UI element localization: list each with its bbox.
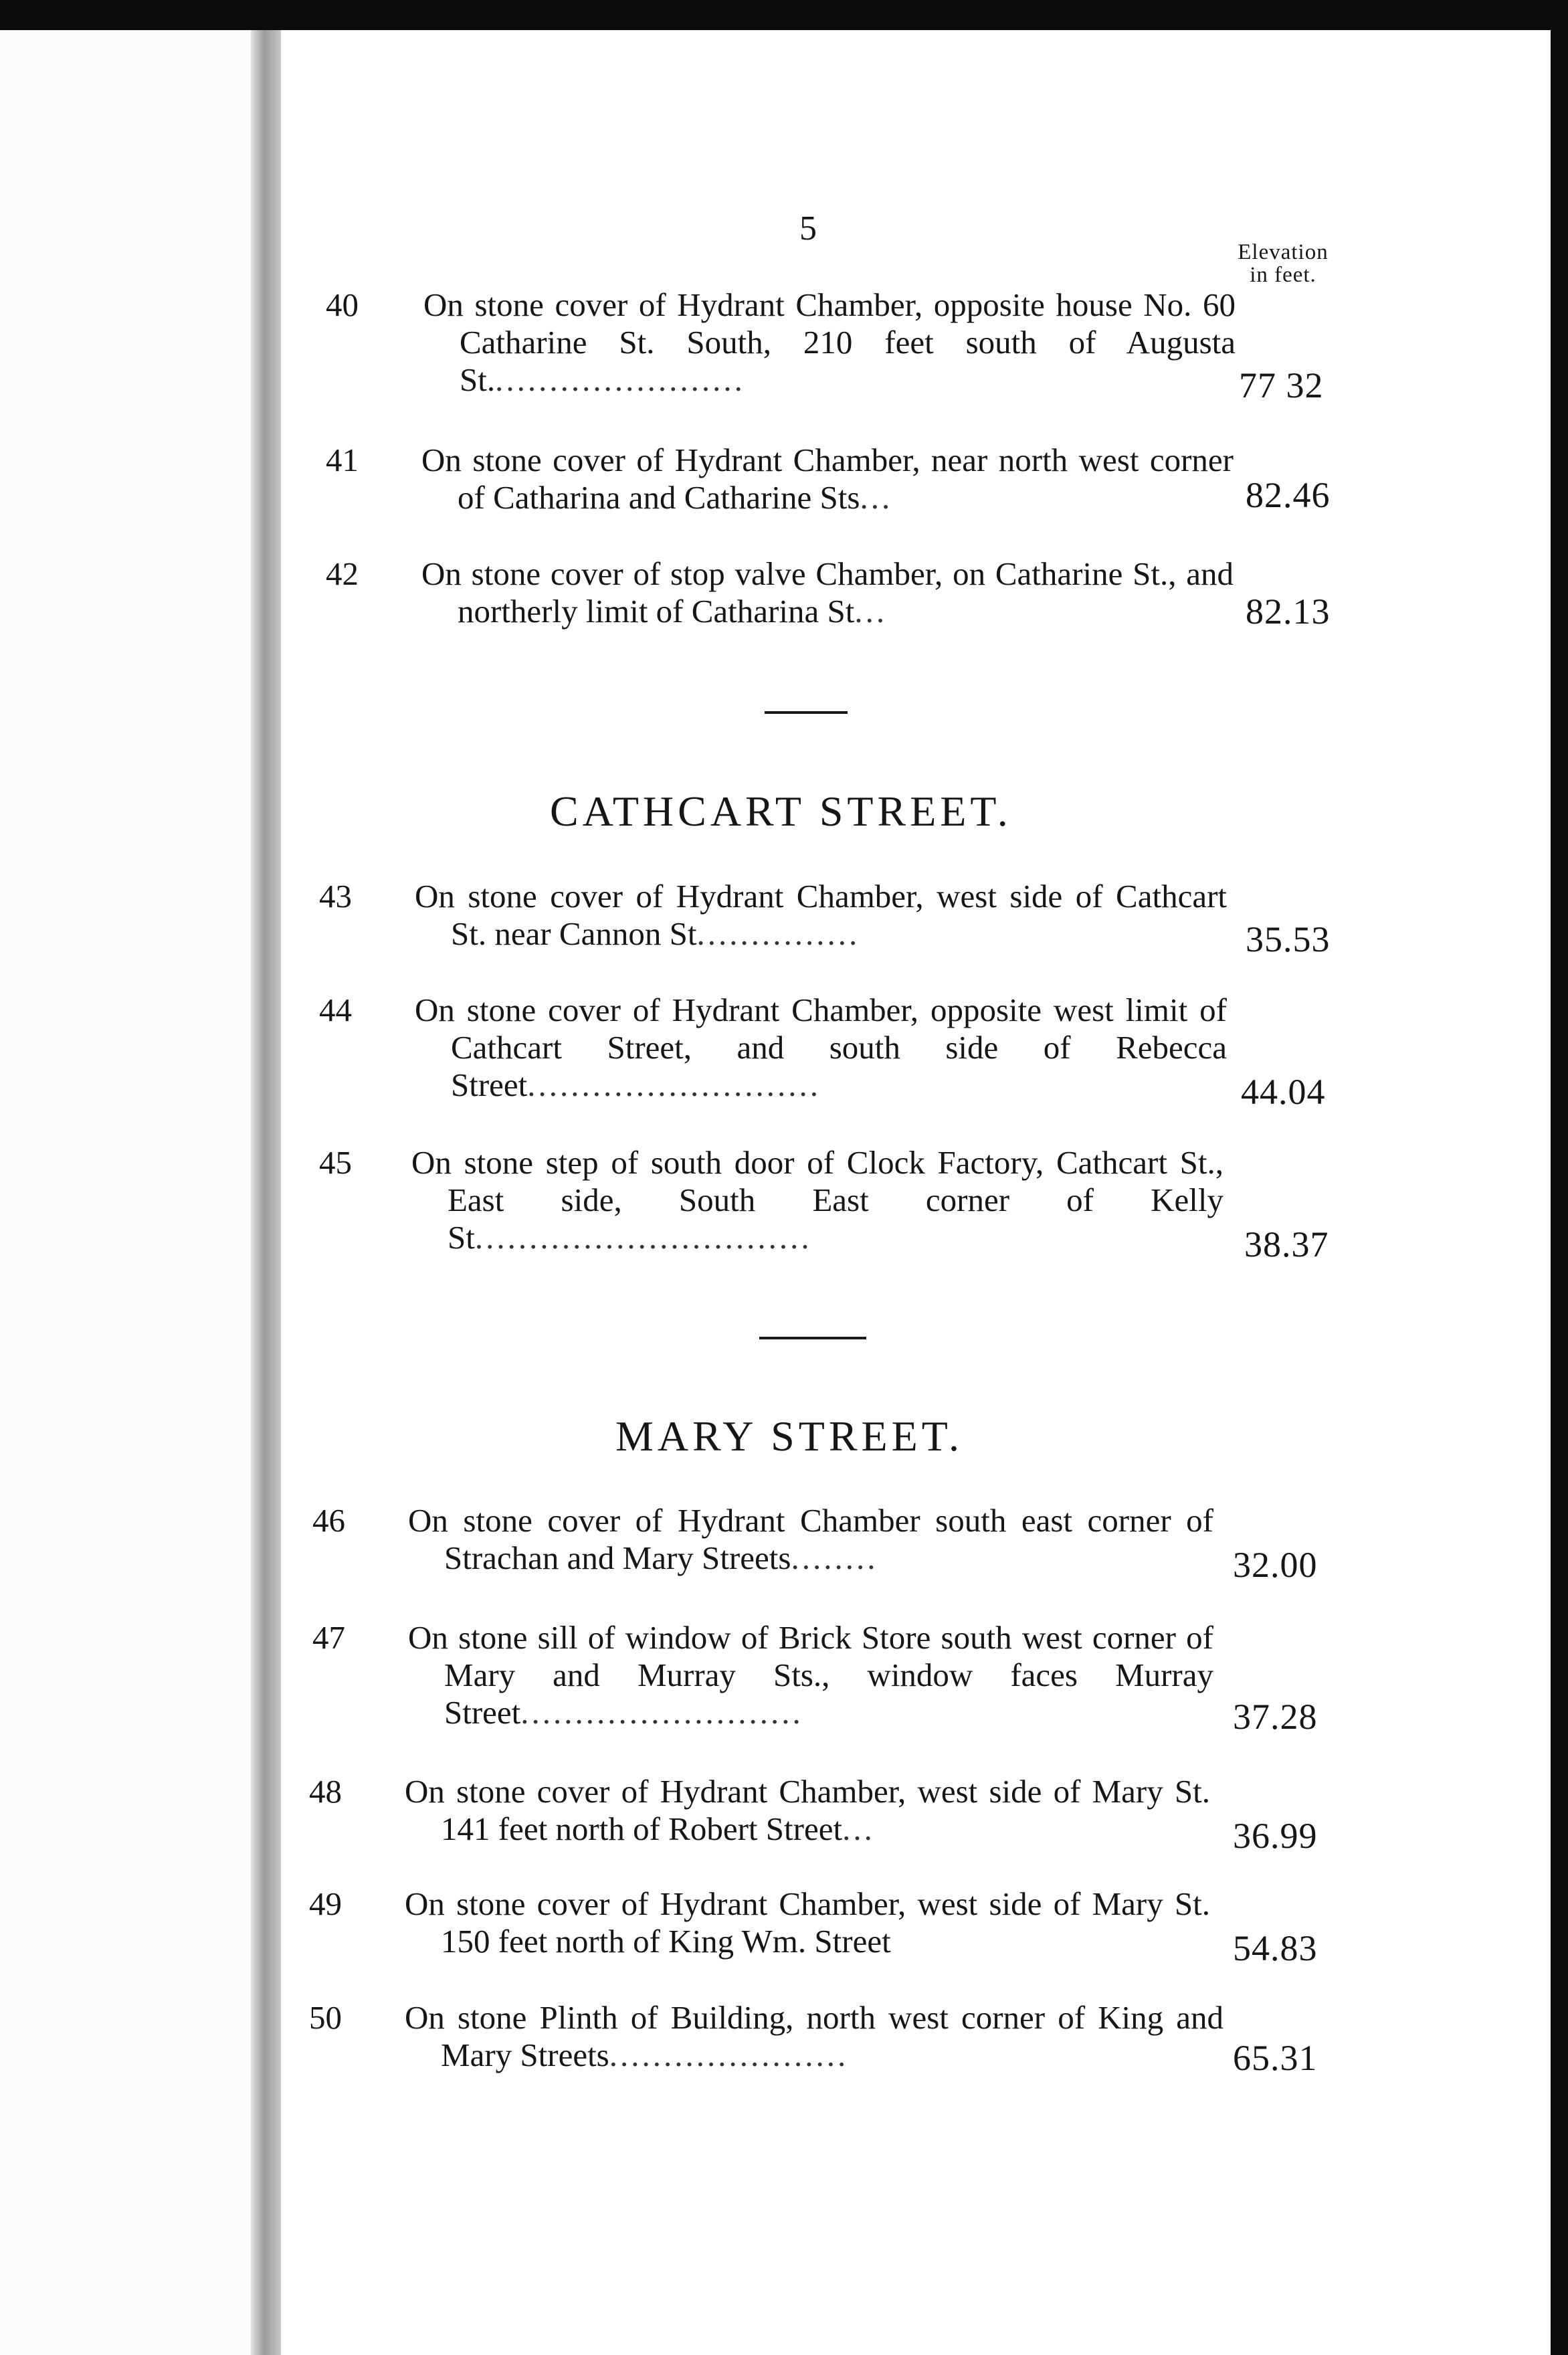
entry-description bbox=[408, 1502, 1213, 1577]
entry-description-text: On stone cover of Hydrant Chamber, opposite west limit of Cathcart Street, and south side of Rebecca Street bbox=[415, 992, 1227, 1103]
dot-leader: ........................... bbox=[527, 1066, 821, 1103]
section-divider bbox=[765, 711, 848, 714]
dot-leader: .......................... bbox=[520, 1694, 803, 1731]
elevation-value: 54.83 bbox=[1233, 1928, 1318, 1968]
elevation-value: 65.31 bbox=[1233, 2038, 1318, 2078]
entry-number: 45 bbox=[319, 1144, 352, 1181]
elevation-value: 32.00 bbox=[1233, 1545, 1318, 1585]
dot-leader: ... bbox=[854, 593, 888, 630]
section-heading: MARY STREET. bbox=[615, 1412, 964, 1460]
entry-description bbox=[421, 442, 1234, 516]
elevation-value: 82.46 bbox=[1246, 475, 1331, 515]
entry-description-text: On stone cover of Hydrant Chamber, west side of Mary St. 150 feet north of King Wm. Street bbox=[405, 1885, 1210, 1960]
elevation-value: 77 32 bbox=[1239, 365, 1324, 405]
entry-number: 46 bbox=[312, 1502, 345, 1539]
entry-description bbox=[405, 1773, 1210, 1848]
scan-left-margin bbox=[0, 30, 251, 2355]
column-header-line: Elevation bbox=[1238, 240, 1329, 264]
elevation-value: 35.53 bbox=[1246, 919, 1331, 959]
entry-description bbox=[423, 286, 1236, 399]
column-header-line: in feet. bbox=[1250, 263, 1316, 287]
entry-description-text: On stone cover of Hydrant Chamber, near north west corner of Catharina and Catharine Sts bbox=[421, 442, 1234, 516]
elevation-value: 37.28 bbox=[1233, 1697, 1318, 1737]
dot-leader: ... bbox=[842, 1810, 875, 1847]
page-number: 5 bbox=[799, 209, 817, 248]
book-spine-shadow bbox=[251, 30, 281, 2355]
dot-leader: ... bbox=[860, 479, 893, 516]
entry-description-text: On stone cover of Hydrant Chamber, opposite house No. 60 Catharine St. South, 210 feet south of Augusta St. bbox=[423, 286, 1236, 398]
entry-number: 41 bbox=[326, 442, 359, 478]
dot-leader: ...................... bbox=[609, 2037, 849, 2073]
entry-description-text: On stone cover of Hydrant Chamber, west side of Cathcart St. near Cannon St bbox=[415, 878, 1227, 952]
entry-number: 49 bbox=[309, 1885, 342, 1922]
dot-leader: ....................... bbox=[495, 361, 745, 398]
elevation-column-header bbox=[1216, 241, 1350, 286]
elevation-value: 38.37 bbox=[1244, 1224, 1329, 1264]
entry-number: 48 bbox=[309, 1773, 342, 1810]
entry-number: 50 bbox=[309, 1999, 342, 2036]
entry-number: 43 bbox=[319, 878, 352, 915]
entry-description-text: On stone cover of Hydrant Chamber south east corner of Strachan and Mary Streets bbox=[408, 1502, 1213, 1576]
section-divider bbox=[759, 1337, 866, 1339]
dot-leader: ............... bbox=[696, 915, 860, 952]
entry-description bbox=[415, 992, 1227, 1104]
scan-right-border bbox=[1551, 30, 1568, 2355]
entry-description bbox=[408, 1619, 1213, 1731]
section-heading: CATHCART STREET. bbox=[550, 787, 1012, 835]
entry-description bbox=[405, 1999, 1223, 2074]
entry-description bbox=[421, 555, 1234, 630]
entry-description-text: On stone cover of stop valve Chamber, on Catharine St., and northerly limit of Catharina St bbox=[421, 555, 1234, 630]
entry-description-text: On stone cover of Hydrant Chamber, west side of Mary St. 141 feet north of Robert Street bbox=[405, 1773, 1210, 1847]
elevation-value: 44.04 bbox=[1241, 1072, 1326, 1112]
entry-number: 47 bbox=[312, 1619, 345, 1656]
entry-number: 44 bbox=[319, 992, 352, 1028]
entry-description-text: On stone step of south door of Clock Factory, Cathcart St., East side, South East corner of Kelly St bbox=[411, 1144, 1223, 1256]
scan-top-border bbox=[0, 0, 1568, 30]
dot-leader: ........ bbox=[791, 1539, 878, 1576]
entry-description bbox=[411, 1144, 1223, 1256]
entry-description bbox=[405, 1885, 1210, 1960]
entry-number: 40 bbox=[326, 286, 359, 323]
entry-description bbox=[415, 878, 1227, 953]
entry-description-text: On stone Plinth of Building, north west corner of King and Mary Streets bbox=[405, 1999, 1223, 2073]
dot-leader: ............................... bbox=[474, 1219, 812, 1256]
elevation-value: 36.99 bbox=[1233, 1816, 1318, 1856]
elevation-value: 82.13 bbox=[1246, 591, 1331, 632]
entry-number: 42 bbox=[326, 555, 359, 592]
entry-description-text: On stone sill of window of Brick Store south west corner of Mary and Murray Sts., window faces Murray Street bbox=[408, 1619, 1213, 1731]
